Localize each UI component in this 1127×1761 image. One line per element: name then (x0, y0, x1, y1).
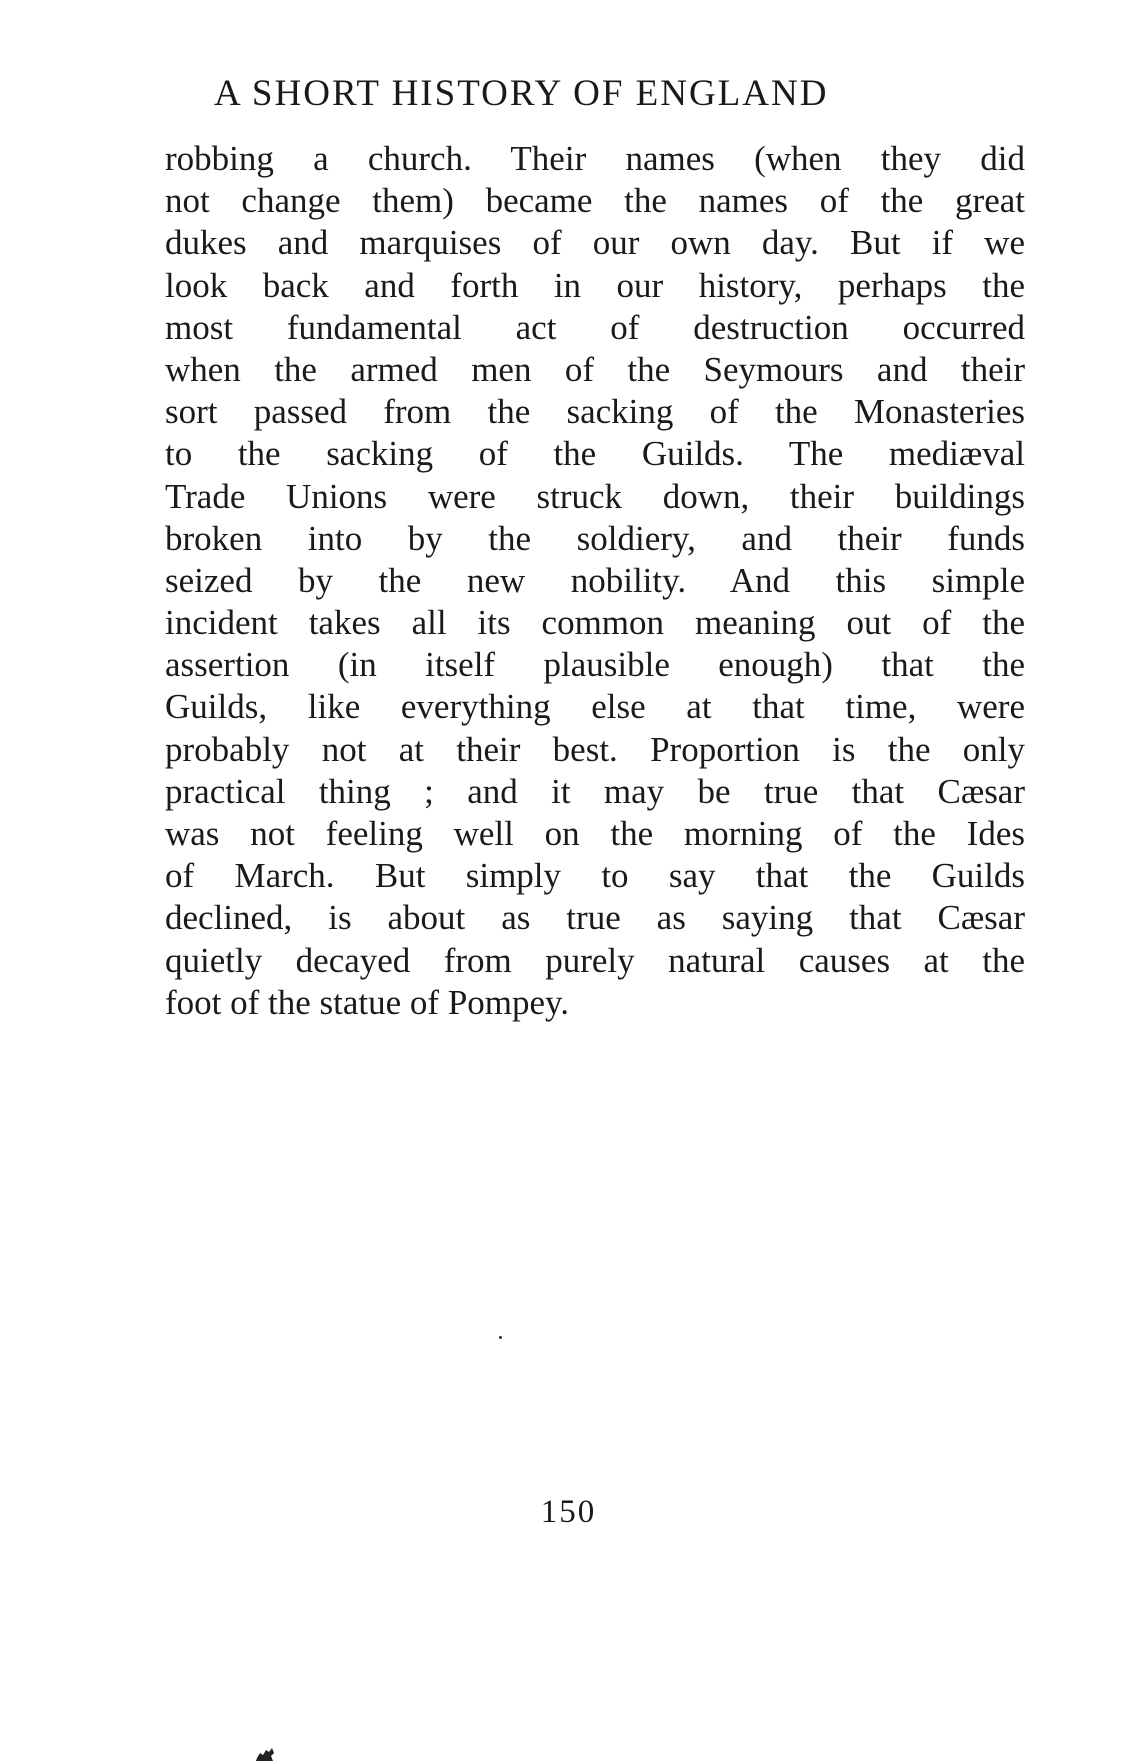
text-line: of March. But simply to say that the Guilds (165, 856, 1025, 896)
text-line: when the armed men of the Seymours and their (165, 349, 1025, 389)
ink-blot-mark (254, 1744, 276, 1761)
text-line: assertion (in itself plausible enough) that the (165, 645, 1025, 685)
text-line: seized by the new nobility. And this simple (165, 560, 1025, 600)
text-line: was not feeling well on the morning of the Ides (165, 814, 1025, 853)
text-line: probably not at their best. Proportion is the only (165, 729, 1025, 769)
page-number: 150 (540, 1494, 597, 1530)
text-line: not change them) became the names of the great (165, 181, 1025, 221)
text-line: quietly decayed from purely natural causes at the (165, 940, 1025, 980)
text-line: broken into by the soldiery, and their funds (165, 518, 1025, 558)
text-line: practical thing ; and it may be true that Cæsar (165, 771, 1025, 811)
text-line: robbing a church. Their names (when they did (165, 139, 1025, 178)
text-line: foot of the statue of Pompey. (165, 982, 570, 1022)
text-line: incident takes all its common meaning out of the (165, 603, 1025, 643)
text-line: declined, is about as true as saying that Cæsar (165, 898, 1025, 938)
text-line: most fundamental act of destruction occurred (165, 307, 1025, 347)
text-line: to the sacking of the Guilds. The mediæval (165, 434, 1025, 474)
running-head: A SHORT HISTORY OF ENGLAND (214, 73, 829, 114)
body-text (165, 138, 1025, 1024)
text-line: look back and forth in our history, perhaps the (165, 265, 1025, 305)
text-line: Guilds, like everything else at that time, were (165, 687, 1025, 727)
text-line: Trade Unions were struck down, their buildings (165, 476, 1025, 516)
print-speck (499, 1336, 502, 1339)
text-line: sort passed from the sacking of the Monasteries (165, 392, 1025, 432)
text-line: dukes and marquises of our own day. But if we (165, 223, 1025, 263)
